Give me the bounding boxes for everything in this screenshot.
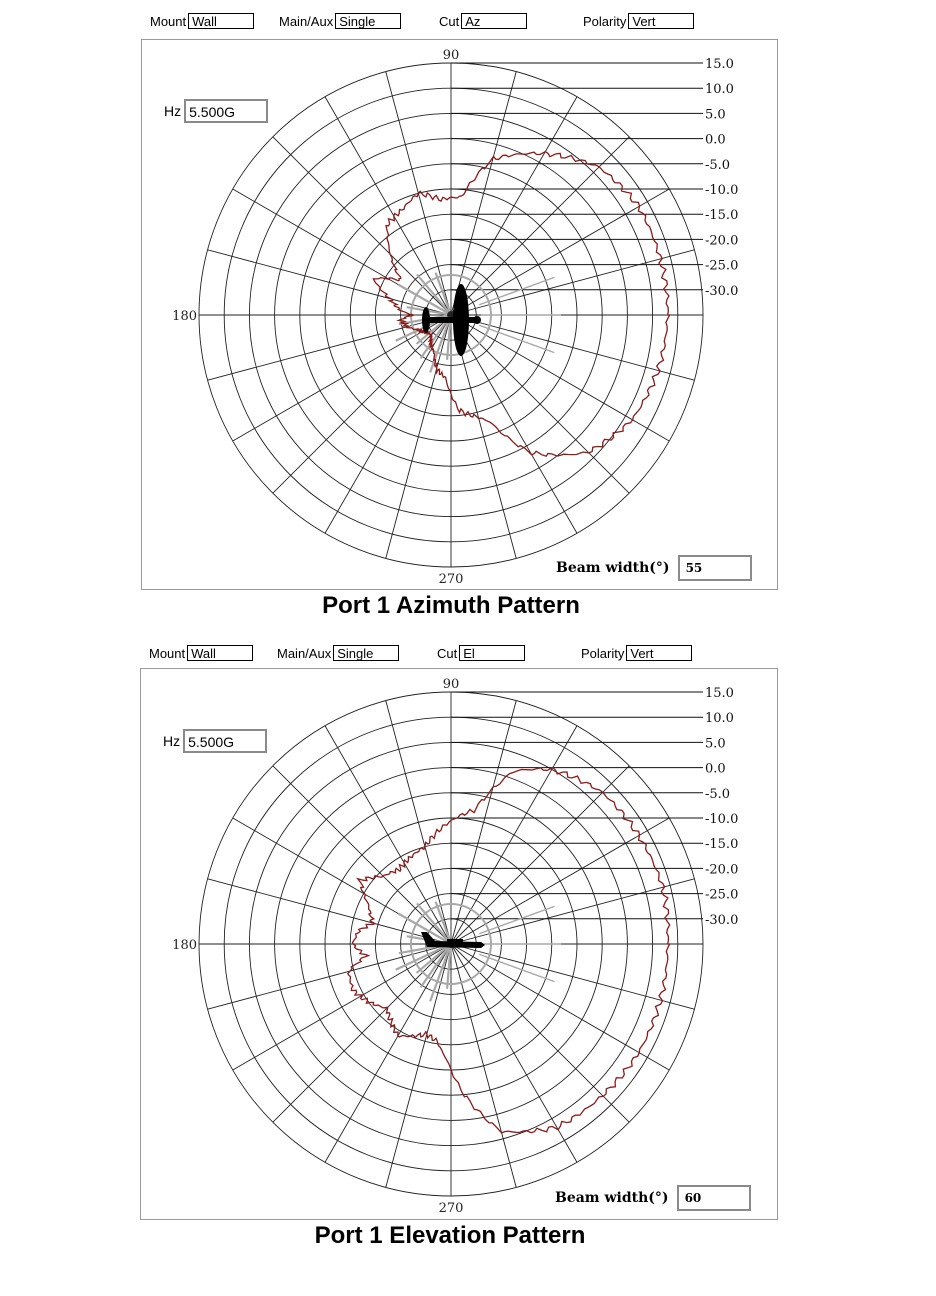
- el-polarity-label: Polarity: [581, 645, 625, 661]
- el-mainaux-label: Main/Aux: [277, 645, 332, 661]
- az-polarity-label: Polarity: [583, 13, 627, 29]
- el-plane-wing-icon: [447, 939, 463, 947]
- el-controls-row: [0, 645, 936, 665]
- el-polarity-field: [581, 645, 692, 661]
- az-mount-input[interactable]: Wall: [188, 13, 254, 29]
- az-controls-row: [0, 13, 936, 33]
- el-beamwidth-input[interactable]: 60: [677, 1185, 751, 1211]
- az-angle-label-270: 270: [438, 572, 464, 587]
- az-radial-label: 15.0: [705, 57, 734, 72]
- az-mainaux-input[interactable]: Single: [335, 13, 401, 29]
- az-beamwidth-label: Beam width(°): [556, 560, 670, 576]
- el-mainaux-field: [277, 645, 399, 661]
- el-radial-label: -30.0: [705, 912, 739, 928]
- el-beamwidth-field: [555, 1185, 751, 1211]
- az-plane-tail-icon: [422, 307, 430, 333]
- el-angle-label-270: 270: [438, 1201, 464, 1216]
- el-caption: Port 1 Elevation Pattern: [314, 1222, 586, 1249]
- az-radial-label: -20.0: [705, 233, 739, 249]
- el-ghost-line: [479, 906, 554, 933]
- az-radial-label: 0.0: [705, 132, 726, 148]
- el-polarity-input[interactable]: Vert: [626, 645, 692, 661]
- az-angle-label-180: 180: [172, 309, 197, 324]
- el-radial-label: -5.0: [705, 786, 731, 802]
- az-mount-field: [150, 13, 254, 29]
- az-ghost-line: [479, 277, 554, 304]
- az-radial-label: 10.0: [705, 82, 734, 98]
- az-cut-field: [439, 13, 527, 29]
- el-angle-label-90: 90: [442, 677, 460, 692]
- az-mainaux-field: [279, 13, 401, 29]
- el-cut-field: [437, 645, 525, 661]
- el-beamwidth-label: Beam width(°): [555, 1190, 669, 1206]
- el-radial-label: 5.0: [705, 736, 726, 752]
- el-ghost-lobe: [398, 914, 447, 942]
- el-plot-panel: [140, 668, 778, 1220]
- el-hz-label: Hz: [163, 733, 181, 749]
- el-radial-label: -25.0: [705, 887, 739, 903]
- el-mainaux-input[interactable]: Single: [333, 645, 399, 661]
- az-ghost-lobe: [398, 285, 447, 313]
- az-hz-label: Hz: [164, 103, 182, 119]
- az-radial-label: 5.0: [705, 107, 726, 123]
- az-beamwidth-field: [556, 555, 752, 581]
- az-hz-field: [164, 99, 268, 123]
- el-mount-label: Mount: [149, 645, 186, 661]
- az-radial-label: -5.0: [705, 157, 731, 173]
- az-mount-label: Mount: [150, 13, 187, 29]
- el-cut-input[interactable]: El: [459, 645, 525, 661]
- az-cut-input[interactable]: Az: [461, 13, 527, 29]
- az-radial-label: -10.0: [705, 183, 739, 198]
- el-ghost-line: [479, 954, 554, 981]
- az-plane-fuselage-icon: [427, 317, 479, 323]
- el-mount-input[interactable]: Wall: [187, 645, 253, 661]
- el-gain-trace: [348, 768, 670, 1133]
- az-ghost-line: [479, 325, 554, 352]
- el-radial-label: 15.0: [705, 686, 734, 701]
- az-mainaux-label: Main/Aux: [279, 13, 334, 29]
- az-caption: Port 1 Azimuth Pattern: [322, 592, 580, 619]
- az-radial-label: -25.0: [705, 258, 739, 274]
- az-radial-label: -15.0: [705, 208, 739, 224]
- az-cut-label: Cut: [439, 13, 460, 29]
- az-angle-label-90: 90: [442, 48, 460, 63]
- el-radial-label: -20.0: [705, 862, 739, 878]
- el-angle-label-180: 180: [172, 938, 197, 953]
- az-hz-input[interactable]: 5.500G: [184, 99, 268, 123]
- az-plot-panel: [141, 39, 778, 590]
- az-polarity-field: [583, 13, 694, 29]
- el-cut-label: Cut: [437, 645, 458, 661]
- el-hz-input[interactable]: 5.500G: [183, 729, 267, 753]
- el-radial-label: -10.0: [705, 812, 739, 827]
- az-radial-label: -30.0: [705, 283, 739, 299]
- az-beamwidth-input[interactable]: 55: [678, 555, 752, 581]
- el-mount-field: [149, 645, 253, 661]
- el-radial-label: 0.0: [705, 761, 726, 777]
- el-hz-field: [163, 729, 267, 753]
- el-radial-label: 10.0: [705, 711, 734, 727]
- az-plane-nose-icon: [473, 316, 481, 324]
- el-radial-label: -15.0: [705, 837, 739, 853]
- az-polarity-input[interactable]: Vert: [628, 13, 694, 29]
